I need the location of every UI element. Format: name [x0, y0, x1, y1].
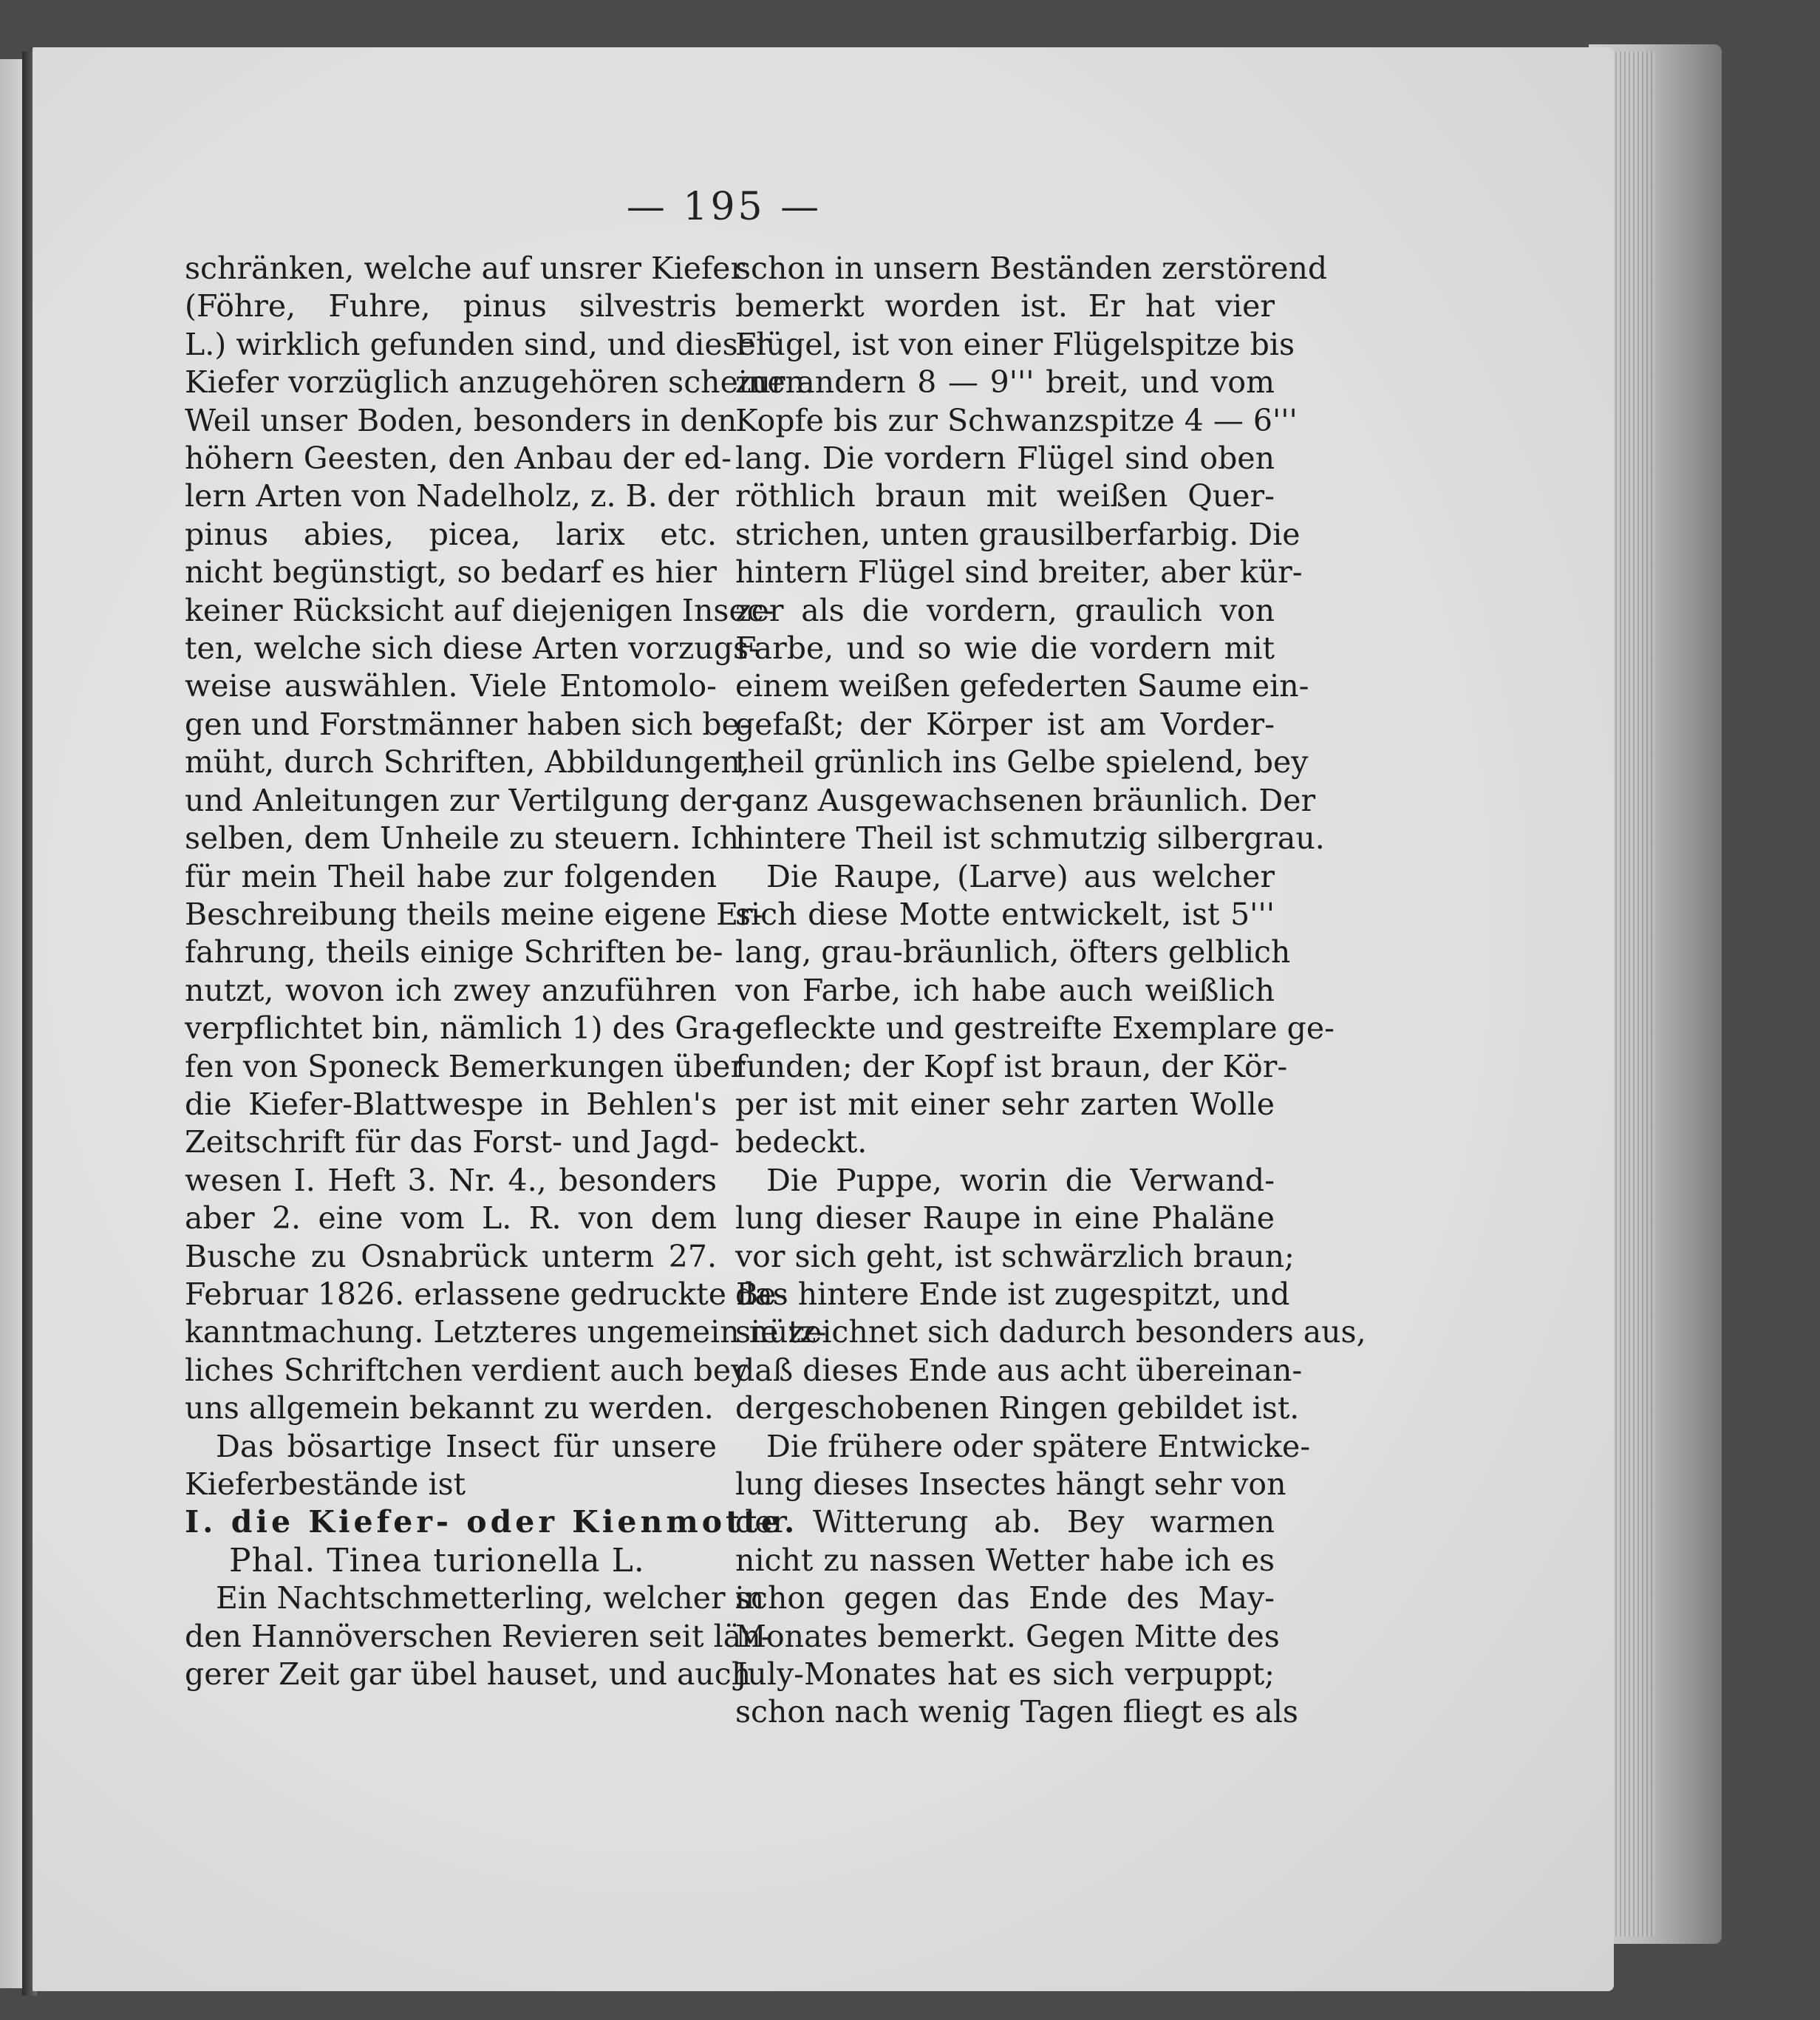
text-line: fen von Sponeck Bemerkungen über: [185, 1048, 745, 1084]
text-line: pinus abies, picea, larix etc.: [185, 516, 717, 552]
text-line: daß dieses Ende aus acht übereinan-: [735, 1352, 1303, 1388]
text-line: kanntmachung. Letzteres ungemein nütz-: [185, 1314, 827, 1350]
text-line: Weil unser Boden, besonders in den: [185, 402, 737, 438]
text-line: wesen I. Heft 3. Nr. 4., besonders: [185, 1162, 717, 1198]
text-line: gefaßt; der Körper ist am Vorder-: [735, 706, 1275, 742]
text-line: zer als die vordern, graulich von: [735, 592, 1275, 628]
text-line: lern Arten von Nadelholz, z. B. der: [185, 478, 719, 514]
text-line: lang. Die vordern Flügel sind oben: [735, 441, 1275, 477]
text-line: Kopfe bis zur Schwanzspitze 4 — 6''': [735, 402, 1298, 438]
text-line: den Hannöverschen Revieren seit län-: [185, 1618, 771, 1654]
text-line: für mein Theil habe zur folgenden: [185, 858, 717, 894]
text-line: sich diese Motte entwickelt, ist 5''': [735, 896, 1275, 932]
text-line: liches Schriftchen verdient auch bey: [185, 1352, 749, 1388]
text-line: nutzt, wovon ich zwey anzuführen: [185, 972, 717, 1008]
text-line: fahrung, theils einige Schriften be-: [185, 934, 723, 970]
text-line: vor sich geht, ist schwärzlich braun;: [735, 1238, 1295, 1274]
text-line: Flügel, ist von einer Flügelspitze bis: [735, 326, 1295, 362]
text-line: lung dieses Insectes hängt sehr von: [735, 1466, 1286, 1502]
text-line: dergeschobenen Ringen gebildet ist.: [735, 1390, 1300, 1426]
text-line: das hintere Ende ist zugespitzt, und: [735, 1276, 1290, 1312]
text-line: hintern Flügel sind breiter, aber kür-: [735, 554, 1303, 591]
text-column-right: [735, 250, 1366, 1732]
text-line: sie zeichnet sich dadurch besonders aus,: [735, 1314, 1366, 1350]
text-line: aber 2. eine vom L. R. von dem: [185, 1200, 717, 1237]
text-line: funden; der Kopf ist braun, der Kör-: [735, 1048, 1288, 1084]
text-line: die Kiefer-Blattwespe in Behlen's: [185, 1086, 717, 1122]
text-line: bemerkt worden ist. Er hat vier: [735, 288, 1275, 324]
text-line: Ein Nachtschmetterling, welcher in: [216, 1580, 765, 1616]
text-line: Das bösartige Insect für unsere: [216, 1428, 717, 1464]
text-line: Beschreibung theils meine eigene Er-: [185, 896, 763, 932]
text-line: Februar 1826. erlassene gedruckte Be-: [185, 1276, 787, 1312]
text-line: bedeckt.: [735, 1124, 868, 1160]
text-line: schon nach wenig Tagen fliegt es als: [735, 1694, 1298, 1730]
text-line: zur andern 8 — 9''' breit, und vom: [735, 364, 1275, 401]
text-line: von Farbe, ich habe auch weißlich: [735, 972, 1275, 1008]
text-line: keiner Rücksicht auf diejenigen Insec-: [185, 592, 774, 628]
text-line: gen und Forstmänner haben sich be-: [185, 706, 750, 742]
text-line: ten, welche sich diese Arten vorzugs-: [185, 630, 759, 667]
text-line: ganz Ausgewachsenen bräunlich. Der: [735, 782, 1316, 818]
text-line: lung dieser Raupe in eine Phaläne: [735, 1200, 1275, 1237]
text-line: (Föhre, Fuhre, pinus silvestris: [185, 288, 717, 324]
text-line: Die Raupe, (Larve) aus welcher: [766, 858, 1275, 894]
text-line: gerer Zeit gar übel hauset, und auch: [185, 1656, 751, 1693]
text-line: per ist mit einer sehr zarten Wolle: [735, 1086, 1275, 1122]
text-line: Zeitschrift für das Forst- und Jagd-: [185, 1124, 720, 1160]
text-line: röthlich braun mit weißen Quer-: [735, 478, 1275, 514]
text-line: selben, dem Unheile zu steuern. Ich: [185, 820, 740, 857]
text-line: Kieferbestände ist: [185, 1466, 466, 1502]
text-line: theil grünlich ins Gelbe spielend, bey: [735, 744, 1309, 781]
text-line: Die frühere oder spätere Entwicke-: [766, 1428, 1311, 1464]
text-line: schon in unsern Beständen zerstörend: [735, 251, 1328, 286]
page-edges: [1611, 52, 1655, 1936]
text-line: strichen, unten grausilberfarbig. Die: [735, 516, 1301, 552]
text-line: schränken, welche auf unsrer Kiefer: [185, 251, 746, 286]
text-line: Kiefer vorzüglich anzugehören scheinen.: [185, 364, 815, 401]
text-line: Die Puppe, worin die Verwand-: [766, 1162, 1275, 1198]
text-line: einem weißen gefederten Saume ein-: [735, 668, 1309, 704]
text-line: nicht begünstigt, so bedarf es hier: [185, 554, 717, 591]
text-line: L.) wirklich gefunden sind, und dieser: [185, 326, 771, 362]
text-line: I. die Kiefer- oder Kienmotte.: [185, 1504, 799, 1540]
text-line: hintere Theil ist schmutzig silbergrau.: [735, 820, 1325, 857]
text-line: weise auswählen. Viele Entomolo-: [185, 668, 717, 704]
text-line: höhern Geesten, den Anbau der ed-: [185, 441, 732, 477]
text-line: uns allgemein bekannt zu werden.: [185, 1390, 714, 1426]
text-line: verpflichtet bin, nämlich 1) des Gra-: [185, 1010, 742, 1047]
text-line: schon gegen das Ende des May-: [735, 1580, 1275, 1616]
text-line: gefleckte und gestreifte Exemplare ge-: [735, 1010, 1335, 1047]
text-line: Monates bemerkt. Gegen Mitte des: [735, 1618, 1280, 1654]
text-line: Farbe, und so wie die vordern mit: [735, 630, 1275, 667]
text-line: Busche zu Osnabrück unterm 27.: [185, 1238, 717, 1274]
text-line: müht, durch Schriften, Abbildungen,: [185, 744, 750, 781]
page-number: — 195 —: [626, 185, 822, 229]
text-line: nicht zu nassen Wetter habe ich es: [735, 1542, 1275, 1578]
text-line: lang, grau-bräunlich, öfters gelblich: [735, 934, 1291, 970]
text-line: der Witterung ab. Bey warmen: [735, 1504, 1275, 1540]
text-line: und Anleitungen zur Vertilgung der-: [185, 782, 742, 818]
text-line: Phal. Tinea turionella L.: [229, 1541, 645, 1579]
text-line: July-Monates hat es sich verpuppt;: [735, 1656, 1275, 1693]
